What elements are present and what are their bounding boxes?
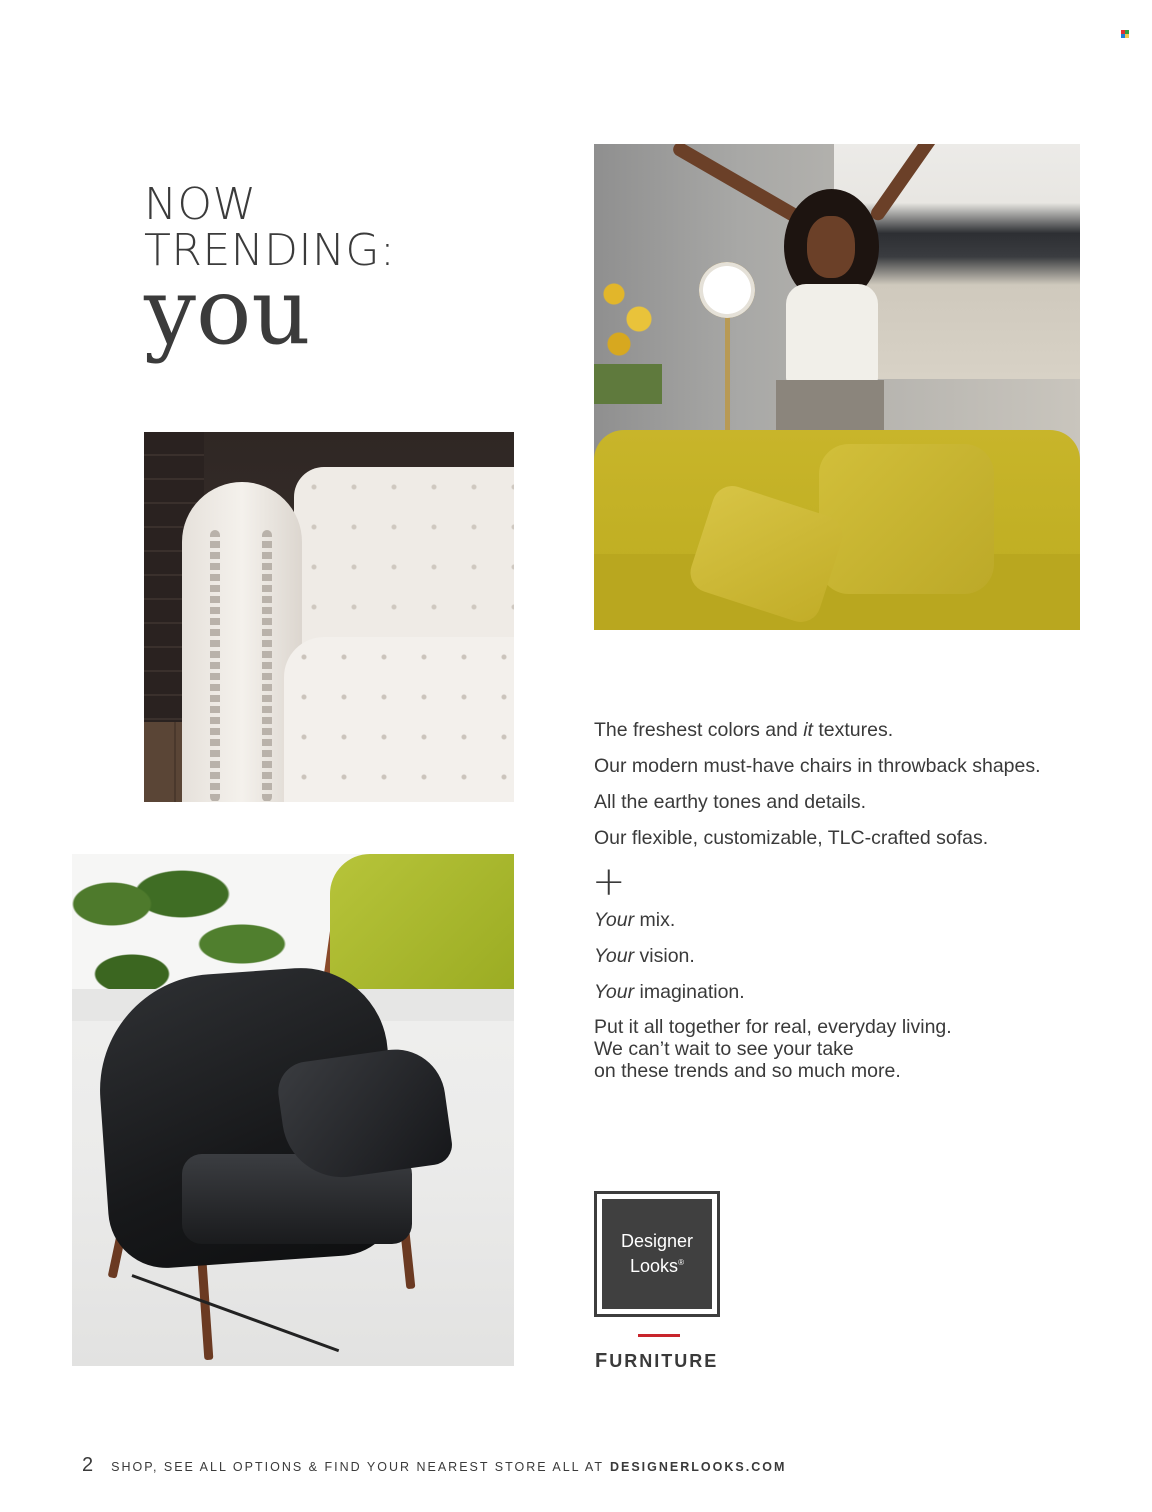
floor-lamp-pole [725,314,730,444]
copy-closing-1: Put it all together for real, everyday living. [594,1016,952,1038]
raised-arm-left [671,144,808,227]
tufted-sofa-photo [144,432,514,802]
copy-emphasis: Your [594,909,635,931]
copy-line-imagination [594,980,1114,1004]
page-footer [82,1454,786,1477]
copy-text: mix. [634,909,676,931]
leather-chair-photo [72,854,514,1366]
copy-line-vision [594,944,1114,968]
designer-looks-logo [594,1191,720,1317]
nailhead-trim [262,530,272,802]
face [807,216,855,278]
copy-line-chairs: Our modern must-have chairs in throwback shapes. [594,755,1041,777]
print-color-mark [1121,30,1130,38]
white-top [786,284,878,384]
floor-lamp-shade [699,262,755,318]
yellow-flowers [594,264,662,404]
headline-line-now: NOW [144,179,257,230]
nailhead-trim [210,530,220,802]
logo-line-designer: Designer [620,1231,694,1251]
furniture-rest: URNITURE [609,1351,719,1371]
copy-emphasis: Your [594,981,635,1003]
color-swatch-yellow [1125,34,1129,38]
copy-line-tones: All the earthy tones and details. [594,791,867,813]
copy-text: textures. [812,719,894,741]
chair-stretcher-bar [131,1274,339,1352]
sofa-seat-cushion [284,637,514,802]
green-accent-chair [330,854,514,1004]
logo-inner-box [602,1199,712,1309]
logo-accent-rule [638,1334,680,1337]
copy-line-sofas: Our flexible, customizable, TLC-crafted sofas. [594,827,989,849]
copy-text: imagination. [634,981,745,1003]
copy-line-colors [594,718,1114,742]
footer-url-link[interactable]: DESIGNERLOOKS.COM [609,1460,787,1474]
woman-yellow-sofa-photo [594,144,1080,630]
headline-line-you: you [144,258,311,365]
headline-line-trending: TRENDING: [144,225,396,276]
logo-furniture-wordmark [595,1350,718,1373]
copy-closing-2: We can’t wait to see your take [594,1038,854,1060]
logo-line-looks [630,1252,684,1277]
copy-text: The freshest colors and [594,719,804,741]
page-number: 2 [82,1454,94,1476]
furniture-initial: F [595,1350,610,1372]
footer-text: SHOP, SEE ALL OPTIONS & FIND YOUR NEAREST STORE ALL AT [111,1460,604,1474]
page-headline [144,179,396,365]
registered-mark: ® [678,1258,684,1267]
copy-closing-3: on these trends and so much more. [594,1060,901,1082]
plus-sign: + [592,859,626,905]
body-copy [594,718,1114,1082]
copy-emphasis: it [803,719,813,741]
copy-emphasis: Your [594,945,635,967]
yellow-pillow [819,444,994,594]
copy-text: vision. [634,945,695,967]
logo-looks-text: Looks [630,1256,679,1276]
copy-line-mix [594,908,1114,932]
